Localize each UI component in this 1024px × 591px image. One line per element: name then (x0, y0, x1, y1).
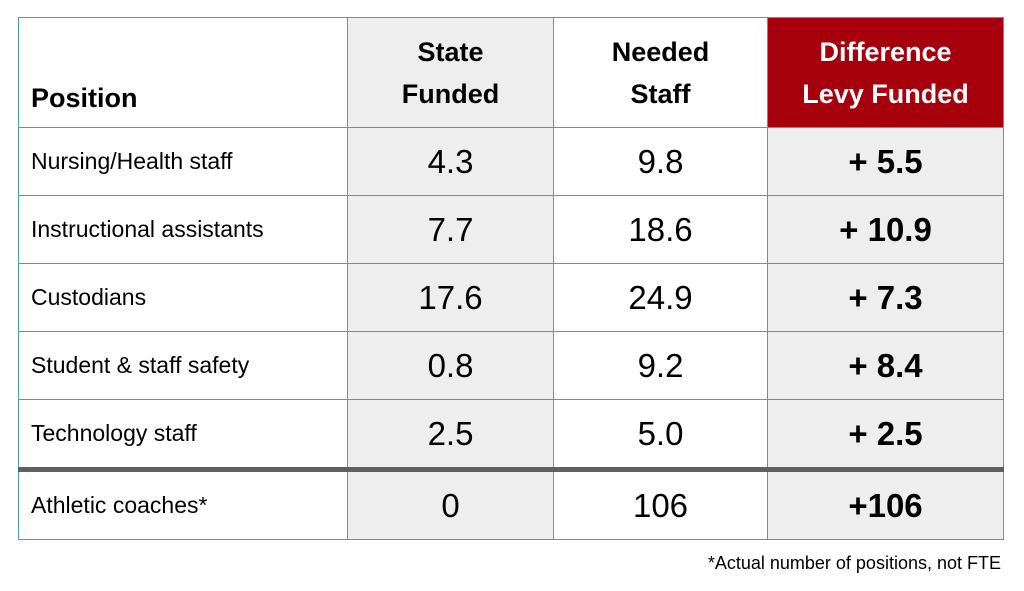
position-cell: Instructional assistants (19, 196, 348, 264)
state-funded-cell: 0.8 (348, 332, 554, 400)
state-funded-cell: 7.7 (348, 196, 554, 264)
position-cell: Athletic coaches* (19, 470, 348, 540)
difference-cell: + 10.9 (768, 196, 1004, 264)
needed-staff-cell: 9.2 (554, 332, 768, 400)
needed-staff-cell: 9.8 (554, 128, 768, 196)
header-row (19, 18, 1004, 128)
difference-cell: + 2.5 (768, 400, 1004, 470)
needed-staff-cell: 18.6 (554, 196, 768, 264)
table-row (19, 470, 1004, 540)
table-row (19, 196, 1004, 264)
table-row (19, 128, 1004, 196)
position-cell: Nursing/Health staff (19, 128, 348, 196)
table-row (19, 332, 1004, 400)
state-funded-cell: 17.6 (348, 264, 554, 332)
header-difference-line-1: Difference (819, 36, 952, 67)
state-funded-cell: 4.3 (348, 128, 554, 196)
header-difference-levy-funded (768, 18, 1004, 128)
difference-cell: +106 (768, 470, 1004, 540)
state-funded-cell: 0 (348, 470, 554, 540)
header-position: Position (19, 18, 348, 128)
position-cell: Student & staff safety (19, 332, 348, 400)
difference-cell: + 5.5 (768, 128, 1004, 196)
state-funded-cell: 2.5 (348, 400, 554, 470)
header-difference-line-2: Levy Funded (802, 78, 969, 109)
header-needed-staff (554, 18, 768, 128)
table-row (19, 400, 1004, 470)
needed-staff-cell: 106 (554, 470, 768, 540)
difference-cell: + 7.3 (768, 264, 1004, 332)
header-state-funded (348, 18, 554, 128)
footnote: *Actual number of positions, not FTE (707, 553, 1001, 573)
header-state-funded-line-2: Funded (401, 78, 500, 109)
position-cell: Custodians (19, 264, 348, 332)
position-cell: Technology staff (19, 400, 348, 470)
difference-cell: + 8.4 (768, 332, 1004, 400)
header-needed-staff-line-2: Staff (630, 78, 691, 109)
header-state-funded-line-1: State (417, 36, 484, 67)
table-row (19, 264, 1004, 332)
needed-staff-cell: 5.0 (554, 400, 768, 470)
needed-staff-cell: 24.9 (554, 264, 768, 332)
header-needed-staff-line-1: Needed (611, 36, 710, 67)
staffing-table (18, 17, 1004, 540)
